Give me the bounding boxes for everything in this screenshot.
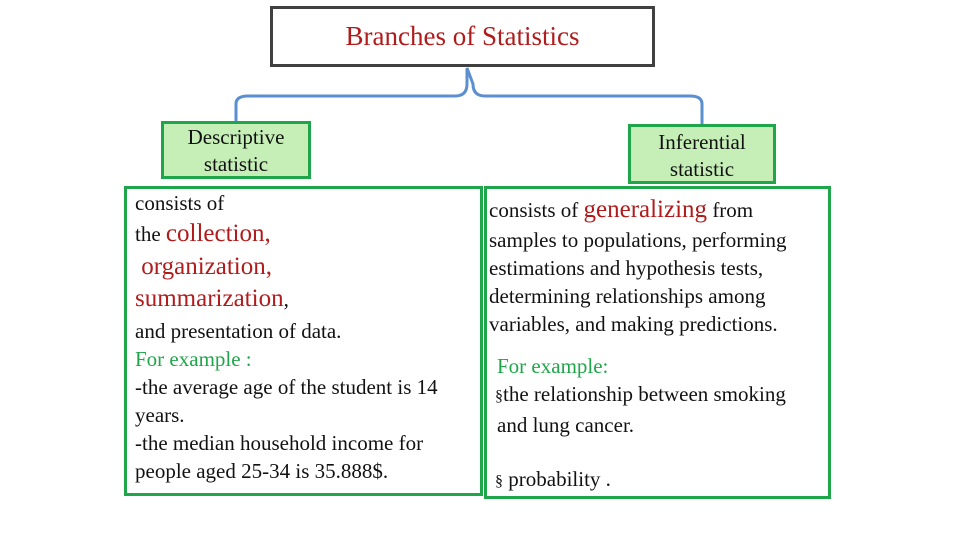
inf-line1 (489, 194, 828, 226)
bullet-marker-icon: § (495, 388, 503, 405)
descriptive-definition-box (124, 186, 483, 496)
inf-line3: estimations and hypothesis tests, (489, 256, 764, 280)
desc-line2-prefix: the (135, 222, 166, 246)
inferential-label-line1: Inferential (658, 130, 746, 154)
desc-example1-line1: -the average age of the student is 14 (135, 375, 438, 399)
inf-line5: variables, and making predictions. (489, 312, 778, 336)
desc-collection: collection, (165, 220, 271, 247)
inf-line2: samples to populations, performing (489, 228, 787, 252)
inf-line1-suffix: from (707, 198, 754, 222)
inf-bullet1-line1 (489, 380, 828, 411)
desc-summarization: summarization (135, 285, 284, 312)
inf-line1-prefix: consists of (489, 198, 584, 222)
inf-generalizing: generalizing (583, 196, 708, 223)
desc-organization: organization, (135, 253, 272, 280)
descriptive-label-line2: statistic (203, 152, 269, 176)
inferential-label-line2: statistic (669, 157, 735, 181)
inferential-definition-box (484, 186, 831, 499)
desc-comma: , (283, 287, 289, 311)
inf-bullet1-line2: and lung cancer. (497, 413, 635, 437)
bullet-marker-icon: § (495, 473, 503, 490)
desc-line1: consists of (135, 191, 225, 215)
desc-line5: and presentation of data. (135, 319, 342, 343)
descriptive-statistic-label (161, 121, 311, 179)
desc-line4 (135, 283, 480, 315)
desc-example-heading: For example : (135, 347, 252, 371)
inf-bullet1-text: the relationship between smoking (503, 382, 786, 406)
desc-line2 (135, 217, 480, 251)
inf-bullet2-text: probability . (503, 467, 611, 491)
descriptive-label-line1: Descriptive (187, 125, 285, 149)
inf-example-heading: For example: (497, 354, 609, 378)
inf-line4: determining relationships among (489, 284, 766, 308)
title-text: Branches of Statistics (345, 21, 580, 51)
inferential-statistic-label (628, 124, 776, 184)
desc-example2-line1: -the median household income for (135, 431, 424, 455)
desc-example1-line2: years. (135, 403, 185, 427)
desc-example2-line2: people aged 25-34 is 35.888$. (135, 459, 389, 483)
diagram-title (270, 6, 655, 67)
inf-bullet2 (489, 465, 828, 496)
